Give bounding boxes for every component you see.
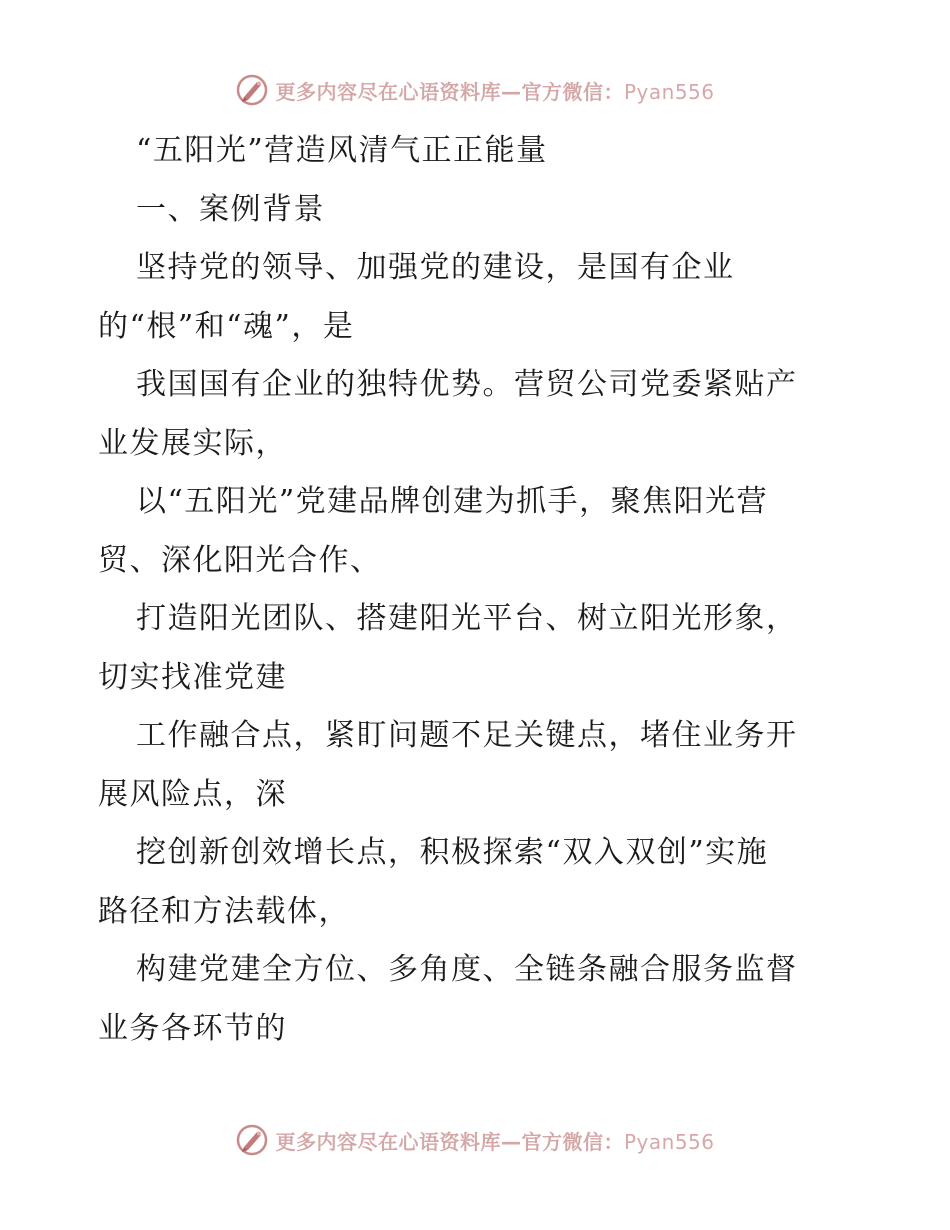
document-body <box>98 122 858 1058</box>
watermark-handle: Pyan556 <box>623 1129 715 1154</box>
header-watermark <box>0 70 950 110</box>
paragraph-line: 构建党建全方位、多角度、全链条融合服务监督 <box>136 952 798 987</box>
paragraph-line: 工作融合点，紧盯问题不足关键点，堵住业务开 <box>136 718 798 753</box>
paragraph-line: 切实找准党建 <box>98 659 287 695</box>
document-title: “五阳光”营造风清气正正能量 <box>136 133 548 168</box>
paragraph-line: 业发展实际， <box>98 425 287 461</box>
paragraph-line: 的“根”和“魂”，是 <box>98 308 355 344</box>
paragraph-line: 路径和方法载体， <box>98 893 350 929</box>
paragraph-line: 坚持党的领导、加强党的建设，是国有企业 <box>136 250 735 285</box>
watermark-text: 更多内容尽在心语资料库—官方微信：Pyan556 <box>275 1129 715 1154</box>
pen-logo-icon <box>235 73 269 107</box>
pen-logo-icon <box>235 1123 269 1157</box>
paragraph-line: 挖创新创效增长点，积极探索“双入双创”实施 <box>136 835 769 870</box>
paragraph-line: 我国国有企业的独特优势。营贸公司党委紧贴产 <box>136 367 798 402</box>
watermark-text: 更多内容尽在心语资料库—官方微信：Pyan556 <box>275 79 715 104</box>
paragraph-line: 业务各环节的 <box>98 1010 287 1046</box>
footer-watermark <box>0 1120 950 1160</box>
paragraph-line: 以“五阳光”党建品牌创建为抓手，聚焦阳光营 <box>136 484 769 519</box>
section-heading: 一、案例背景 <box>136 191 325 227</box>
watermark-handle: Pyan556 <box>623 79 715 104</box>
paragraph-line: 打造阳光团队、搭建阳光平台、树立阳光形象， <box>136 601 798 636</box>
paragraph-line: 展风险点，深 <box>98 776 287 812</box>
paragraph-line: 贸、深化阳光合作、 <box>98 542 382 578</box>
